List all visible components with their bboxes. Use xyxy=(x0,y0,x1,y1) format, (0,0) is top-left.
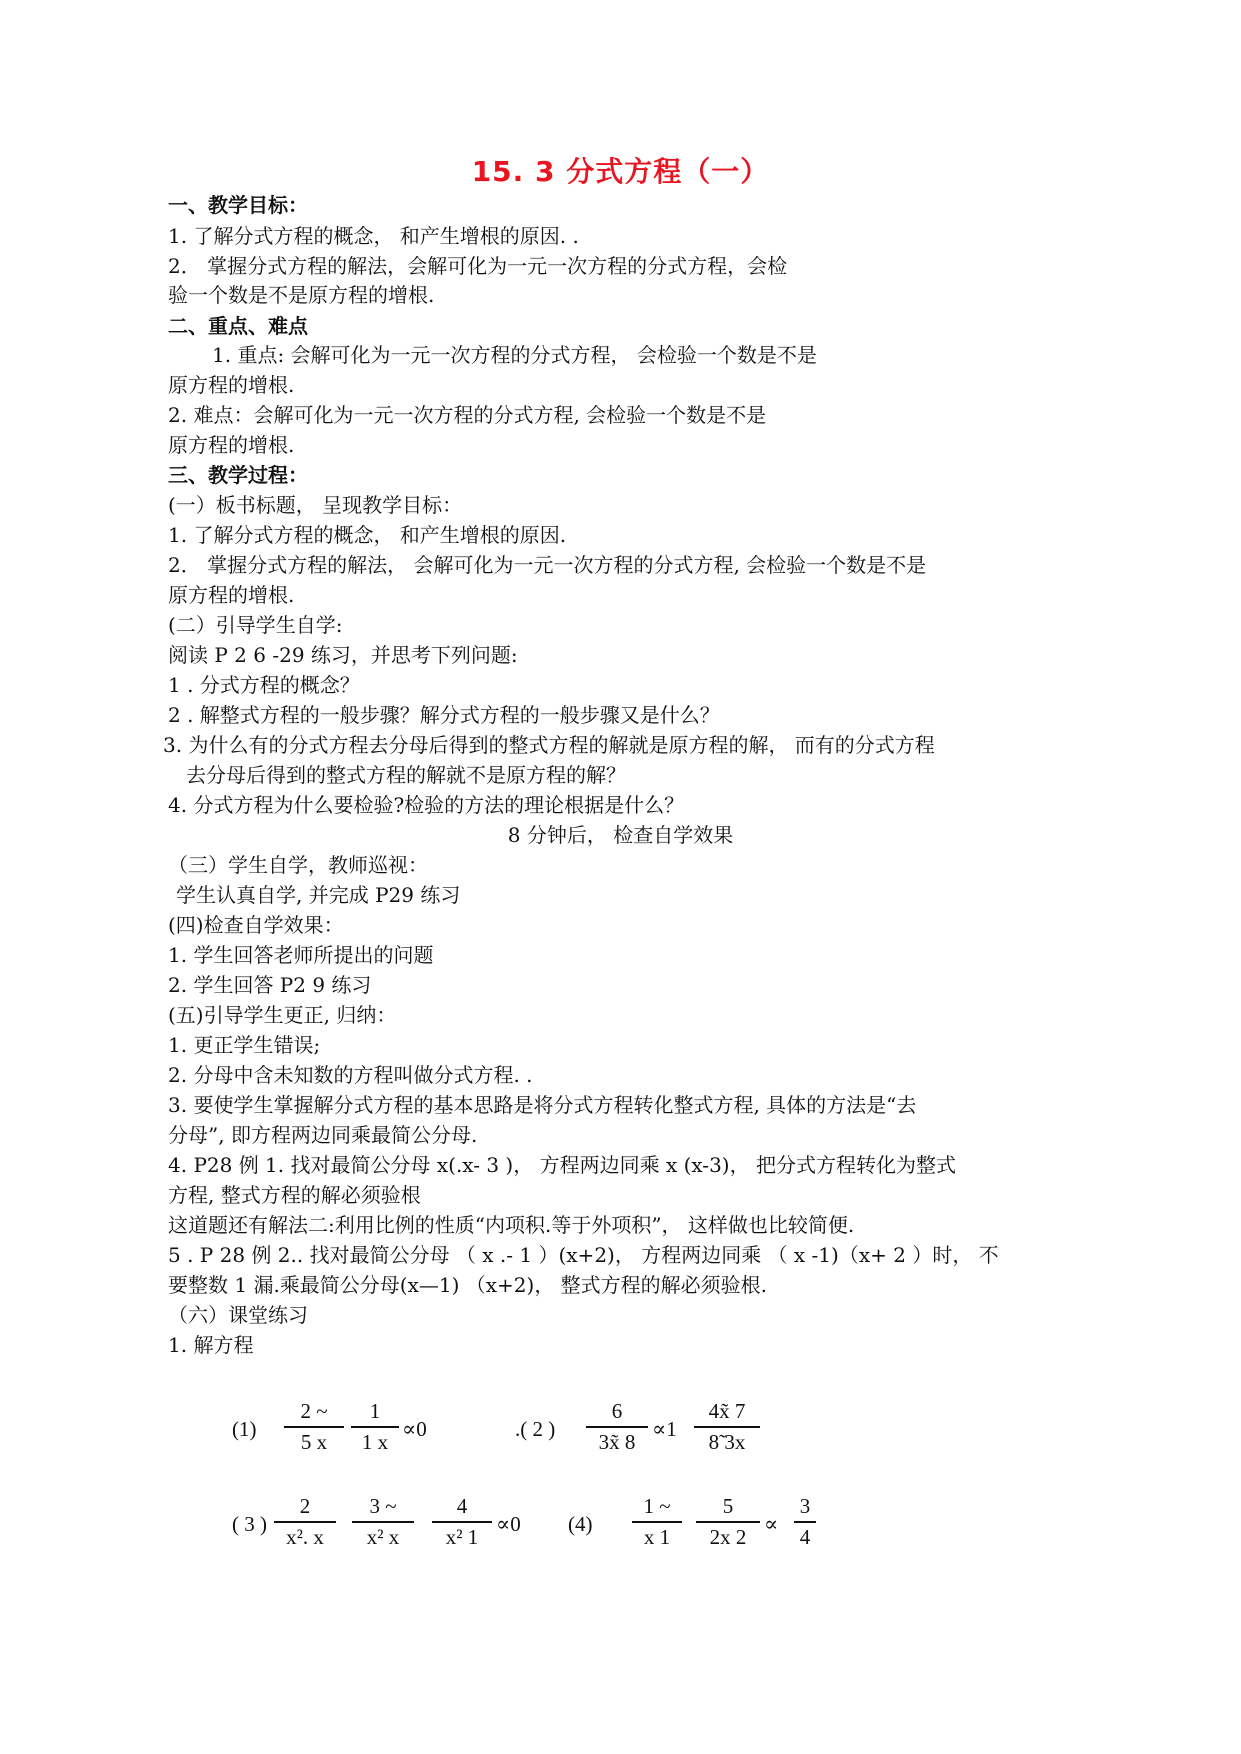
relation-symbol: ∝ xyxy=(764,1512,779,1536)
text-line: 原方程的增根. xyxy=(168,583,295,607)
fraction-bar xyxy=(794,1521,816,1523)
page-title: 15. 3 分式方程（一） xyxy=(471,155,770,188)
relation-symbol: ∝0 xyxy=(402,1417,427,1441)
denominator: 2x 2 xyxy=(709,1524,747,1549)
text-line: （三）学生自学，教师巡视： xyxy=(168,853,428,877)
text-line-centered: 8 分钟后， 检查自学效果 xyxy=(507,823,734,847)
fraction xyxy=(794,1496,816,1548)
fraction xyxy=(352,1496,414,1548)
text-line: 学生认真自学, 并完成 P29 练习 xyxy=(176,883,461,907)
equation-label: ( 3 ) xyxy=(232,1512,267,1536)
equation-label: (4) xyxy=(568,1512,593,1536)
text-line: 2. 分母中含未知数的方程叫做分式方程. . xyxy=(168,1063,533,1087)
text-line: （六）课堂练习 xyxy=(168,1303,308,1327)
numerator: 2 ~ xyxy=(300,1399,328,1423)
text-line: 2． 掌握分式方程的解法， 会解可化为一元一次方程的分式方程, 会检验一个数是不是 xyxy=(168,553,927,577)
relation-symbol: ∝0 xyxy=(496,1512,521,1536)
text-line: 原方程的增根. xyxy=(168,373,295,397)
text-line: (四)检查自学效果： xyxy=(168,913,344,937)
text-line: 1. 重点: 会解可化为一元一次方程的分式方程， 会检验一个数是不是 xyxy=(212,343,817,367)
fraction-bar xyxy=(696,1521,760,1523)
fraction-bar xyxy=(284,1426,344,1428)
text-line: 阅读 P 2 6 -29 练习，并思考下列问题: xyxy=(168,643,518,667)
text-line: 验一个数是不是原方程的增根. xyxy=(168,283,435,307)
fraction-bar xyxy=(351,1426,399,1428)
numerator: 6 xyxy=(611,1399,623,1423)
fraction xyxy=(432,1496,492,1548)
text-line: (一）板书标题， 呈现教学目标： xyxy=(168,493,463,517)
denominator: 8̃ 3x xyxy=(708,1429,746,1454)
denominator: 3x̃ 8 xyxy=(598,1429,636,1454)
section-heading-process: 三、教学过程： xyxy=(168,463,308,487)
section-heading-goals: 一、教学目标： xyxy=(168,193,308,217)
text-line: 1 . 分式方程的概念？ xyxy=(168,673,360,697)
text-line: (五)引导学生更正, 归纳： xyxy=(168,1003,397,1027)
text-line: 1. 了解分式方程的概念， 和产生增根的原因. xyxy=(168,523,567,547)
text-line: 4. 分式方程为什么要检验?检验的方法的理论根据是什么？ xyxy=(168,793,685,817)
text-line: 分母”, 即方程两边同乘最简公分母. xyxy=(168,1123,478,1147)
text-line: 1. 了解分式方程的概念， 和产生增根的原因. . xyxy=(168,224,579,248)
numerator: 2 xyxy=(299,1494,311,1518)
fraction-bar xyxy=(694,1426,760,1428)
numerator: 1 xyxy=(369,1399,381,1423)
text-line: 这道题还有解法二:利用比例的性质“内项积.等于外项积”， 这样做也比较简便. xyxy=(168,1213,855,1237)
denominator: x². x xyxy=(286,1524,324,1549)
numerator: 1 ~ xyxy=(643,1494,671,1518)
equation-label: (1) xyxy=(232,1417,257,1441)
fraction-bar xyxy=(632,1521,682,1523)
fraction-bar xyxy=(432,1521,492,1523)
text-line: 1. 解方程 xyxy=(168,1333,254,1357)
denominator: 1 x xyxy=(361,1429,389,1454)
fraction xyxy=(351,1401,399,1453)
fraction-bar xyxy=(586,1426,648,1428)
fraction xyxy=(586,1401,648,1453)
text-line: 4. P28 例 1. 找对最简公分母 x(.x- 3 )， 方程两边同乘 x (x-3)， 把分式方程转化为整式 xyxy=(168,1153,956,1177)
numerator: 3 ~ xyxy=(369,1494,397,1518)
equation-label: .( 2 ) xyxy=(515,1417,556,1441)
text-line: 2. 学生回答 P2 9 练习 xyxy=(168,973,372,997)
fraction-bar xyxy=(352,1521,414,1523)
denominator: 4 xyxy=(799,1524,811,1549)
text-line: 3. 要使学生掌握解分式方程的基本思路是将分式方程转化整式方程, 具体的方法是“去 xyxy=(168,1093,917,1117)
fraction xyxy=(632,1496,682,1548)
numerator: 5 xyxy=(722,1494,734,1518)
text-line: 1. 更正学生错误; xyxy=(168,1033,321,1057)
fraction xyxy=(274,1496,336,1548)
text-line: 5 . P 28 例 2.. 找对最简公分母 （ x .- 1 ）(x+2)， 方程两边同乘 （ x -1)（x+ 2 ）时， 不 xyxy=(168,1243,999,1267)
text-line: 1. 学生回答老师所提出的问题 xyxy=(168,943,434,967)
text-line: 2 . 解整式方程的一般步骤？解分式方程的一般步骤又是什么？ xyxy=(168,703,720,727)
fraction xyxy=(694,1401,760,1453)
fraction-bar xyxy=(274,1521,336,1523)
numerator: 4 xyxy=(456,1494,468,1518)
text-line: 2. 难点：会解可化为一元一次方程的分式方程, 会检验一个数是不是 xyxy=(168,403,767,427)
text-line: 3. 为什么有的分式方程去分母后得到的整式方程的解就是原方程的解， 而有的分式方程 xyxy=(163,733,935,757)
denominator: x 1 xyxy=(643,1524,671,1549)
text-line: 方程, 整式方程的解必须验根 xyxy=(168,1183,421,1207)
text-line: 要整数 1 漏.乘最简公分母(x—1) （x+2)， 整式方程的解必须验根. xyxy=(168,1273,768,1297)
relation-symbol: ∝1 xyxy=(652,1417,677,1441)
text-line: (二）引导学生自学: xyxy=(168,613,343,637)
denominator: x² x xyxy=(366,1524,400,1549)
denominator: x² 1 xyxy=(445,1524,479,1549)
denominator: 5 x xyxy=(300,1429,328,1454)
section-heading-key-points: 二、重点、难点 xyxy=(168,314,308,338)
numerator: 4x̃ 7 xyxy=(708,1399,746,1423)
fraction xyxy=(284,1401,344,1453)
fraction xyxy=(696,1496,760,1548)
text-line: 去分母后得到的整式方程的解就不是原方程的解？ xyxy=(186,763,626,787)
numerator: 3 xyxy=(799,1494,811,1518)
text-line: 2． 掌握分式方程的解法，会解可化为一元一次方程的分式方程，会检 xyxy=(168,254,788,278)
text-line: 原方程的增根. xyxy=(168,433,295,457)
